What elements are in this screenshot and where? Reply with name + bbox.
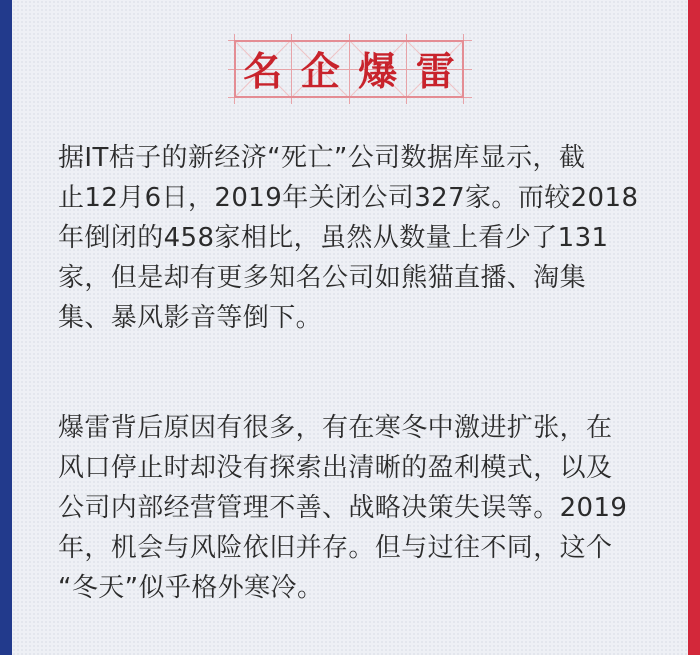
paragraph-1 (58, 138, 654, 338)
title-character: 雷 (415, 50, 455, 95)
paragraph-line: 家，但是却有更多知名公司如熊猫直播、淘集 (58, 263, 587, 293)
paragraph-line: 集、暴风影音等倒下。 (58, 303, 323, 333)
paragraph-line: 年，机会与风险依旧并存。但与过往不同，这个 (58, 533, 613, 563)
title-character: 爆 (358, 50, 398, 95)
paragraph-2 (58, 408, 654, 608)
page-title (234, 40, 464, 98)
paragraph-line: 年倒闭的458家相比，虽然从数量上看少了131 (58, 223, 609, 253)
paragraph-line: “冬天”似乎格外寒冷。 (58, 573, 324, 603)
paragraph-line: 公司内部经营管理不善、战略决策失误等。2019 (58, 493, 628, 523)
title-character: 名 (243, 50, 283, 95)
title-character: 企 (300, 50, 340, 95)
right-red-stripe (688, 0, 700, 655)
paragraph-line: 风口停止时却没有探索出清晰的盈利模式，以及 (58, 453, 613, 483)
paragraph-line: 据IT桔子的新经济“死亡”公司数据库显示，截 (58, 143, 586, 173)
title-banner (228, 26, 472, 110)
paragraph-line: 爆雷背后原因有很多，有在寒冬中激进扩张，在 (58, 413, 613, 443)
paragraph-line: 止12月6日，2019年关闭公司327家。而较2018 (58, 183, 639, 213)
left-blue-stripe (0, 0, 12, 655)
